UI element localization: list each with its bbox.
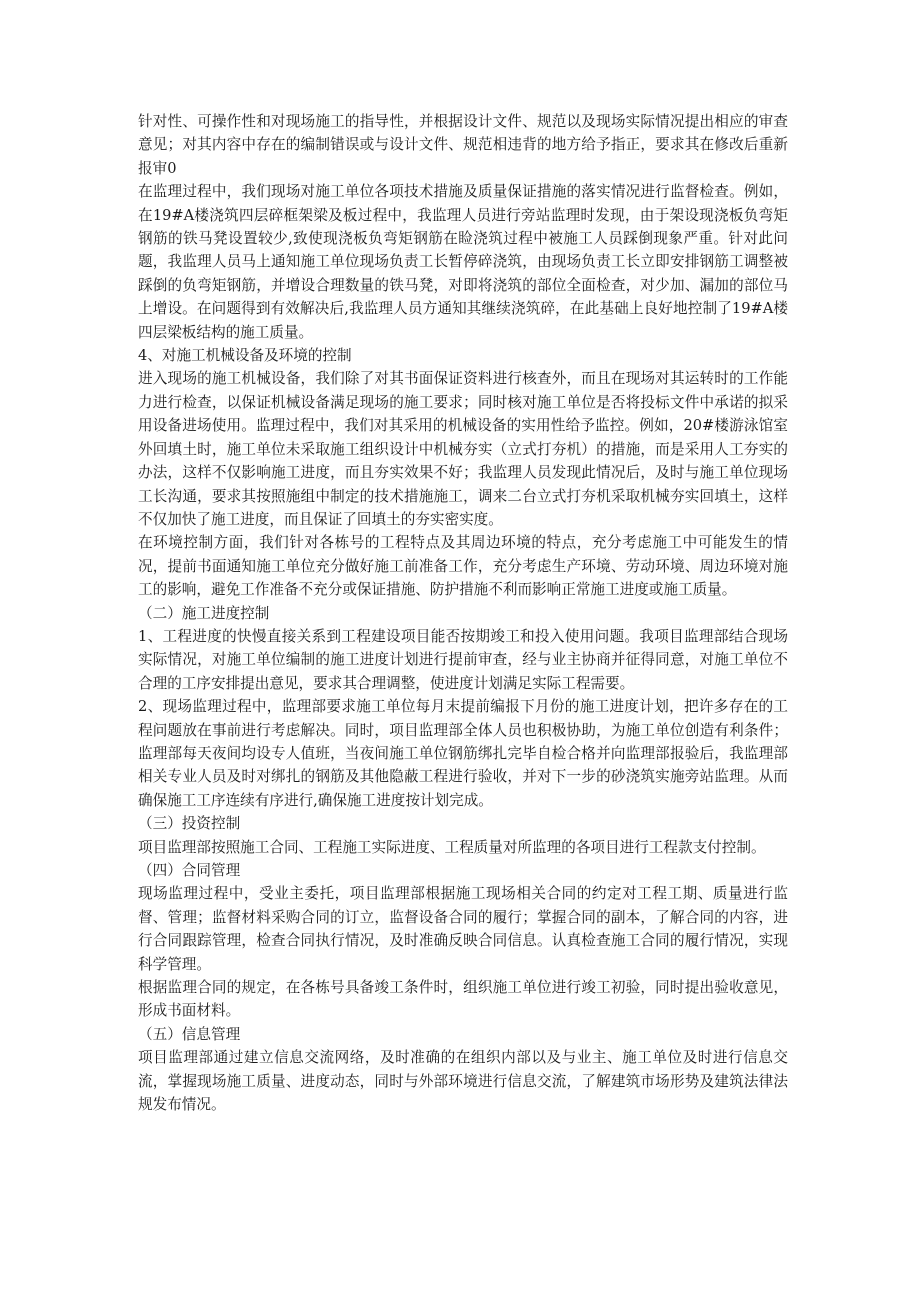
document-body	[138, 110, 788, 1116]
section-heading: （二）施工进度控制	[138, 604, 270, 622]
section-heading: （三）投资控制	[138, 815, 241, 833]
paragraph: 进入现场的施工机械设备，我们除了对其书面保证资料进行核查外，而且在现场对其运转时的工作能力进行检查，以保证机械设备满足现场的施工要求；同时核对施工单位是否将投标文件中承诺的拟采用设备进场使用。监理过程中，我们对其采用的机械设备的实用性给予监控。例如，20#楼游泳馆室外回填土时，施工单位未采取施工组织设计中机械夯实（立式打夯机）的措施，而是采用人工夯实的办法，这样不仅影响施工进度，而且夯实效果不好；我监理人员发现此情况后，及时与施工单位现场工长沟通，要求其按照施组中制定的技术措施施工，调来二台立式打夯机采取机械夯实回填土，这样不仅加快了施工进度，而且保证了回填土的夯实密实度。	[138, 370, 788, 528]
paragraph: 在监理过程中，我们现场对施工单位各项技术措施及质量保证措施的落实情况进行监督检查。例如，在19#A楼浇筑四层碎框架梁及板过程中，我监理人员进行旁站监理时发现，由于架设现浇板负弯矩钢筋的铁马凳设置较少,致使现浇板负弯矩钢筋在睑浇筑过程中被施工人员踩倒现象严重。针对此问题，我监理人员马上通知施工单位现场负责工长暂停碎浇筑，由现场负责工长立即安排钢筋工调整被踩倒的负弯矩钢筋，并增设合理数量的铁马凳，对即将浇筑的部位全面检查，对少加、漏加的部位马上增设。在问题得到有效解决后,我监理人员方通知其继续浇筑碎，在此基础上良好地控制了19#A楼四层梁板结构的施工质量。	[138, 183, 788, 341]
paragraph: 在环境控制方面，我们针对各栋号的工程特点及其周边环境的特点，充分考虑施工中可能发生的情况，提前书面通知施工单位充分做好施工前准备工作，充分考虑生产环境、劳动环境、周边环境对施工的影响，避免工作准备不充分或保证措施、防护措施不利而影响正常施工进度或施工质量。	[138, 534, 788, 599]
section-heading: 4、对施工机械设备及环境的控制	[138, 347, 352, 365]
paragraph: 项目监理部通过建立信息交流网络，及时准确的在组织内部以及与业主、施工单位及时进行信息交流，掌握现场施工质量、进度动态，同时与外部环境进行信息交流，了解建筑市场形势及建筑法律法规发布情况。	[138, 1049, 788, 1114]
section-heading: （五）信息管理	[138, 1025, 241, 1043]
paragraph: 项目监理部按照施工合同、工程施工实际进度、工程质量对所监理的各项目进行工程款支付控制。	[138, 838, 766, 856]
section-heading: （四）合同管理	[138, 862, 241, 879]
paragraph: 现场监理过程中，受业主委托，项目监理部根据施工现场相关合同的约定对工程工期、质量进行监督、管理；监督材料采购合同的订立，监督设备合同的履行；掌握合同的副本，了解合同的内容，进行合同跟踪管理，检查合同执行情况，及时准确反映合同信息。认真检查施工合同的履行情况，实现科学管理。	[138, 885, 788, 973]
paragraph: 根据监理合同的规定，在各栋号具备竣工条件时，组织施工单位进行竣工初验，同时提出验收意见，形成书面材料。	[138, 979, 788, 1020]
paragraph: 1、工程进度的快慢直接关系到工程建设项目能否按期竣工和投入使用问题。我项目监理部结合现场实际情况，对施工单位编制的施工进度计划进行提前审查，经与业主协商并征得同意，对施工单位不合理的工序安排提出意见，要求其合理调整，使进度计划满足实际工程需要。	[138, 627, 788, 692]
paragraph: 针对性、可操作性和对现场施工的指导性，并根据设计文件、规范以及现场实际情况提出相应的审查意见；对其内容中存在的编制错误或与设计文件、规范相违背的地方给予指正，要求其在修改后重新报审0	[138, 113, 788, 177]
paragraph: 2、现场监理过程中，监理部要求施工单位每月末提前编报下月份的施工进度计划，把许多存在的工程问题放在事前进行考虑解决。同时，项目监理部全体人员也积极协助，为施工单位创造有利条件；监理部每天夜间均设专人值班，当夜间施工单位钢筋绑扎完毕自检合格并向监理部报验后，我监理部相关专业人员及时对绑扎的钢筋及其他隐蔽工程进行验收，并对下一步的砂浇筑实施旁站监理。从而确保施工工序连续有序进行,确保施工进度按计划完成。	[138, 698, 788, 809]
